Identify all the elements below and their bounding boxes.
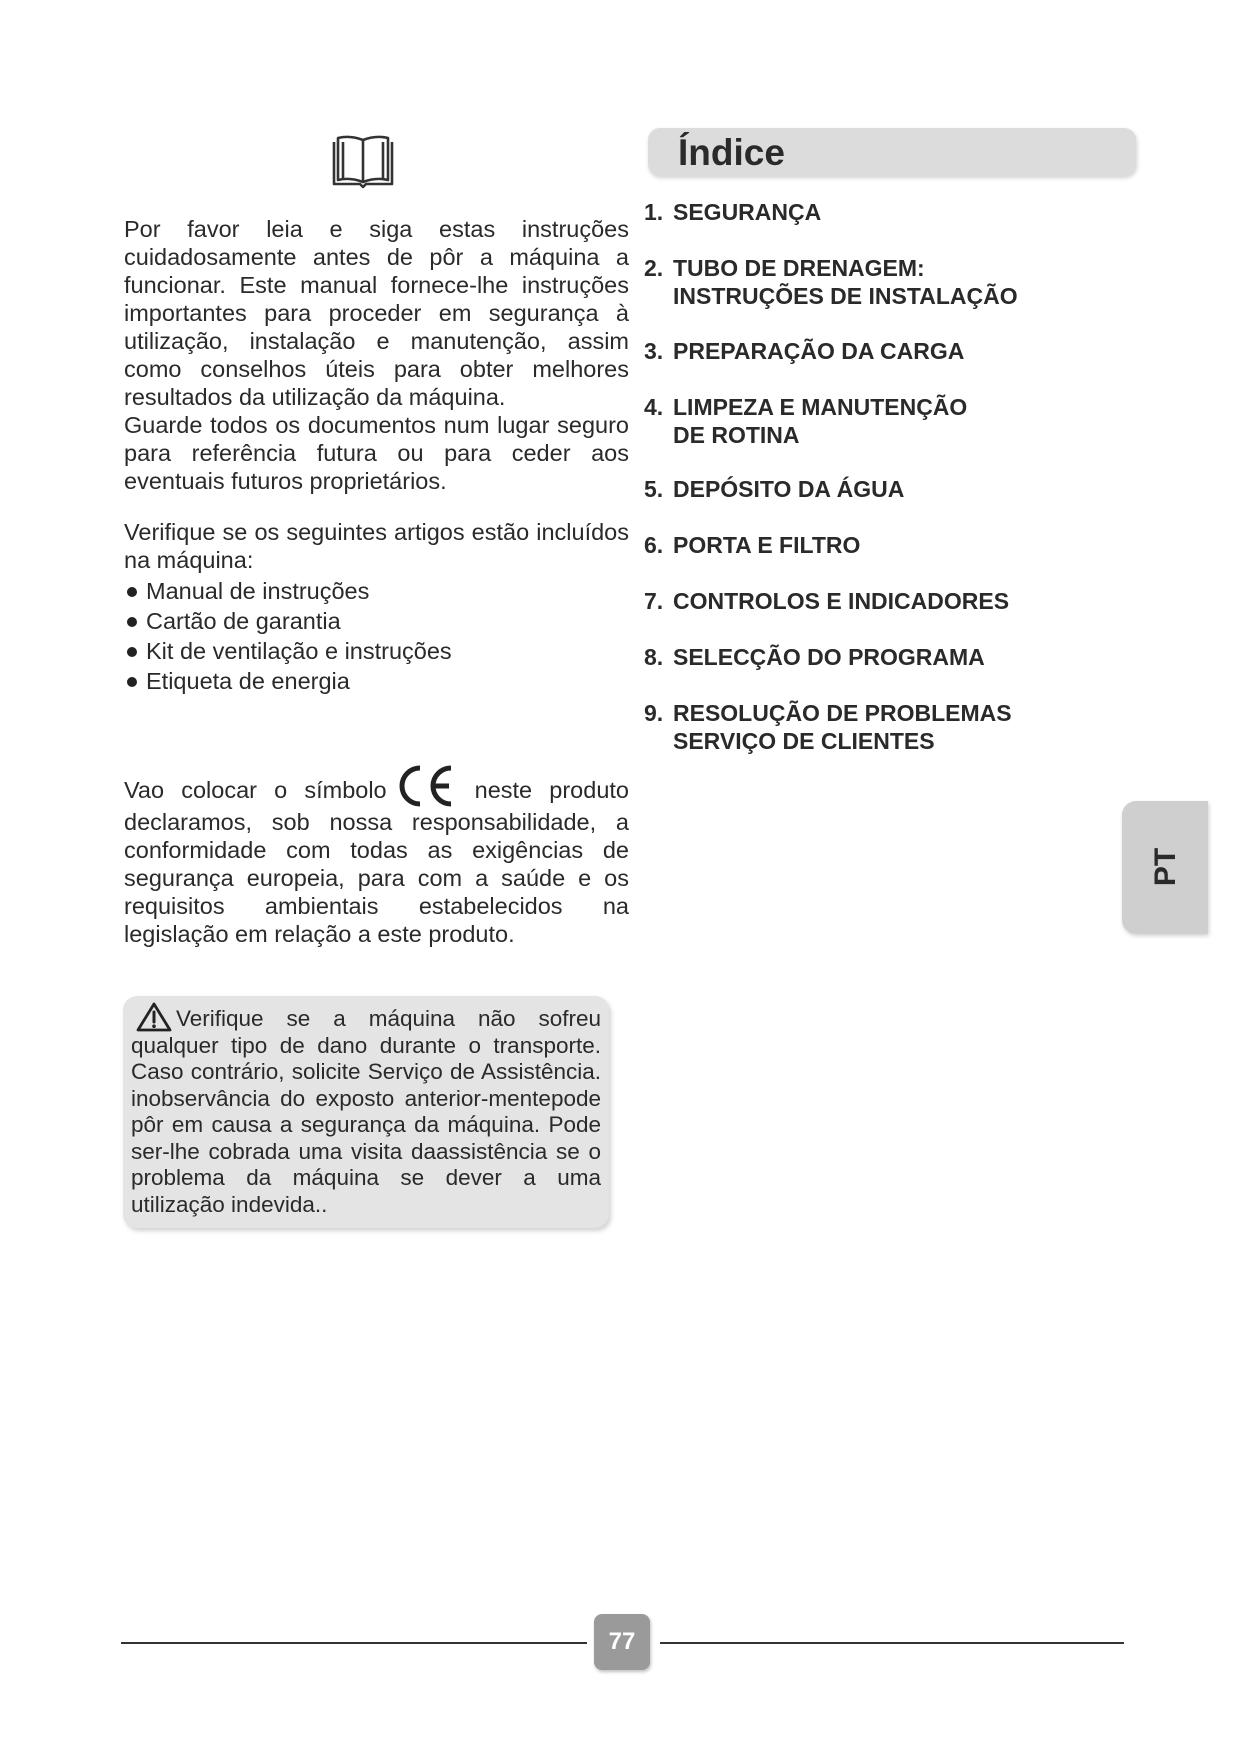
page-number: 77 xyxy=(594,1614,650,1670)
language-tab-label: PT xyxy=(1149,847,1182,887)
toc-label: SEGURANÇA xyxy=(673,199,822,225)
ce-text-after: neste produto declaramos, sob nossa responsabilidade, a conformidade com todas as exigências de segurança europeia, para com a saúde e os requisitos ambientais estabelecidos na legislação em relação a este produto. xyxy=(124,777,629,947)
language-tab xyxy=(1122,801,1208,934)
toc-number: 3. xyxy=(644,338,664,364)
toc-item-troubleshooting xyxy=(644,699,1012,755)
footer-rule-left xyxy=(121,1642,587,1644)
index-header xyxy=(648,128,1136,176)
toc-item-door-filter xyxy=(644,531,860,559)
list-item: Manual de instruções xyxy=(124,576,629,606)
index-title: Índice xyxy=(678,132,785,173)
toc-label-continued: DE ROTINA xyxy=(673,422,800,448)
toc-number: 9. xyxy=(644,700,664,726)
toc-label-continued: SERVIÇO DE CLIENTES xyxy=(673,728,935,754)
toc-label: RESOLUÇÃO DE PROBLEMAS xyxy=(673,700,1012,726)
toc-number: 2. xyxy=(644,255,664,281)
included-items-section xyxy=(124,518,629,696)
toc-item-water-tank xyxy=(644,475,904,503)
toc-label: LIMPEZA E MANUTENÇÃO xyxy=(673,394,968,420)
list-item: Kit de ventilação e instruções xyxy=(124,636,629,666)
toc-number: 8. xyxy=(644,644,664,670)
warning-box xyxy=(123,996,609,1228)
toc-number: 6. xyxy=(644,532,664,558)
ce-declaration xyxy=(124,764,629,948)
book-icon xyxy=(330,134,396,190)
toc-number: 7. xyxy=(644,588,664,614)
toc-label: TUBO DE DRENAGEM: xyxy=(673,255,925,281)
list-item: Etiqueta de energia xyxy=(124,666,629,696)
footer-rule-right xyxy=(660,1642,1124,1644)
list-item: Cartão de garantia xyxy=(124,606,629,636)
included-items-list xyxy=(124,576,629,696)
toc-label-continued: INSTRUÇÕES DE INSTALAÇÃO xyxy=(673,283,1018,309)
toc-number: 1. xyxy=(644,199,664,225)
toc-item-drain-hose xyxy=(644,254,1018,310)
toc-item-load-preparation xyxy=(644,337,964,365)
ce-mark-icon xyxy=(393,764,457,808)
toc-label: PORTA E FILTRO xyxy=(673,532,861,558)
toc-item-program-selection xyxy=(644,643,985,671)
toc-number: 4. xyxy=(644,394,664,420)
warning-paragraph xyxy=(131,1002,601,1218)
ce-text-before: Vao colocar o símbolo xyxy=(124,777,387,803)
intro-section xyxy=(124,215,629,495)
toc-item-controls xyxy=(644,587,1009,615)
storage-paragraph: Guarde todos os documentos num lugar seguro para referência futura ou para ceder aos eventuais futuros proprietários. xyxy=(124,412,629,494)
toc-number: 5. xyxy=(644,476,664,502)
toc-label: DEPÓSITO DA ÁGUA xyxy=(673,476,905,502)
toc-item-cleaning xyxy=(644,393,967,449)
warning-text: Verifique se a máquina não sofreu qualquer tipo de dano durante o transporte. Caso contrário, solicite Serviço de Assistência. inobservância do exposto anterior-mentepode pôr em causa a segurança da máquina. Pode ser-lhe cobrada uma visita daassistência se o problema da máquina se dever a uma utilização indevida.. xyxy=(131,1006,601,1217)
toc-label: SELECÇÃO DO PROGRAMA xyxy=(673,644,985,670)
ce-paragraph xyxy=(124,764,629,948)
toc-label: PREPARAÇÃO DA CARGA xyxy=(673,338,965,364)
intro-paragraph: Por favor leia e siga estas instruções cuidadosamente antes de pôr a máquina a funcionar. Este manual fornece-lhe instruções importantes para proceder em segurança à utilização, instalação e manutenção, assim como conselhos úteis para obter melhores resultados da utilização da máquina. xyxy=(124,216,629,410)
included-items-heading: Verifique se os seguintes artigos estão incluídos na máquina: xyxy=(124,519,629,573)
toc-item-safety xyxy=(644,198,821,226)
warning-triangle-icon xyxy=(136,1002,172,1032)
toc-label: CONTROLOS E INDICADORES xyxy=(673,588,1010,614)
